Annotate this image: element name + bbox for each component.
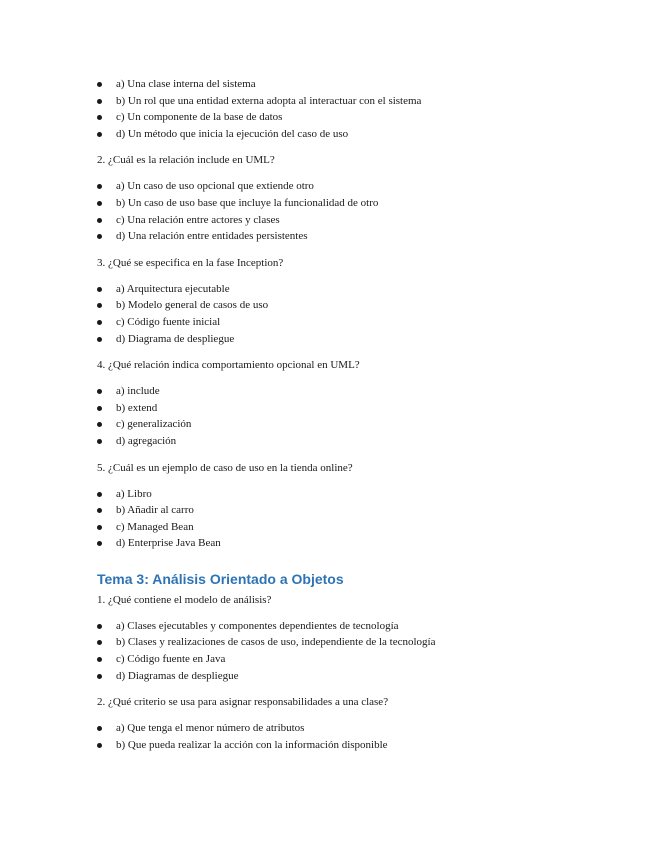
list-item xyxy=(97,281,627,298)
list-item xyxy=(97,331,627,348)
bullet-icon xyxy=(97,624,102,629)
option-list xyxy=(97,383,627,449)
bullet-icon xyxy=(97,99,102,104)
bullet-icon xyxy=(97,422,102,427)
option-text: c) Código fuente en Java xyxy=(116,653,226,666)
option-text: b) Un caso de uso base que incluye la funcionalidad de otro xyxy=(116,196,379,209)
option-text: b) Un rol que una entidad externa adopta al interactuar con el sistema xyxy=(116,94,422,107)
document-content xyxy=(97,76,627,763)
option-list xyxy=(97,281,627,347)
topic3-question-block-2 xyxy=(97,694,627,753)
bullet-icon xyxy=(97,674,102,679)
list-item xyxy=(97,126,627,143)
topic3-question-block-1 xyxy=(97,592,627,684)
question-text: 4. ¿Qué relación indica comportamiento opcional en UML? xyxy=(97,359,360,372)
list-item xyxy=(97,109,627,126)
option-text: d) Enterprise Java Bean xyxy=(116,537,221,550)
list-item xyxy=(97,486,627,503)
bullet-icon xyxy=(97,218,102,223)
question-block-3 xyxy=(97,255,627,347)
list-item xyxy=(97,535,627,552)
list-item xyxy=(97,668,627,685)
list-item xyxy=(97,737,627,754)
list-item xyxy=(97,618,627,635)
question-block-2 xyxy=(97,152,627,244)
list-item xyxy=(97,502,627,519)
list-item xyxy=(97,519,627,536)
list-item xyxy=(97,651,627,668)
list-item xyxy=(97,195,627,212)
bullet-icon xyxy=(97,337,102,342)
bullet-icon xyxy=(97,439,102,444)
bullet-icon xyxy=(97,541,102,546)
list-item xyxy=(97,400,627,417)
option-text: c) Un componente de la base de datos xyxy=(116,111,283,124)
bullet-icon xyxy=(97,132,102,137)
bullet-icon xyxy=(97,406,102,411)
bullet-icon xyxy=(97,320,102,325)
list-item xyxy=(97,314,627,331)
bullet-icon xyxy=(97,657,102,662)
question-text: 1. ¿Qué contiene el modelo de análisis? xyxy=(97,593,272,606)
option-text: c) Código fuente inicial xyxy=(116,315,221,328)
option-list xyxy=(97,76,627,142)
question-text: 3. ¿Qué se especifica en la fase Inception? xyxy=(97,256,284,269)
option-text: c) Una relación entre actores y clases xyxy=(116,213,280,226)
option-text: a) Un caso de uso opcional que extiende otro xyxy=(116,180,314,193)
question-text: 2. ¿Qué criterio se usa para asignar responsabilidades a una clase? xyxy=(97,696,389,709)
question-block-1 xyxy=(97,76,627,142)
question-text: 5. ¿Cuál es un ejemplo de caso de uso en la tienda online? xyxy=(97,461,353,474)
list-item xyxy=(97,383,627,400)
list-item xyxy=(97,297,627,314)
question-block-4 xyxy=(97,357,627,449)
question-text: 2. ¿Cuál es la relación include en UML? xyxy=(97,154,275,167)
bullet-icon xyxy=(97,743,102,748)
bullet-icon xyxy=(97,303,102,308)
list-item xyxy=(97,634,627,651)
option-text: d) agregación xyxy=(116,434,177,447)
option-list xyxy=(97,486,627,552)
option-text: c) generalización xyxy=(116,418,192,431)
list-item xyxy=(97,212,627,229)
bullet-icon xyxy=(97,726,102,731)
option-text: c) Managed Bean xyxy=(116,520,194,533)
list-item xyxy=(97,93,627,110)
bullet-icon xyxy=(97,234,102,239)
list-item xyxy=(97,178,627,195)
bullet-icon xyxy=(97,508,102,513)
option-text: b) Clases y realizaciones de casos de uso, independiente de la tecnología xyxy=(116,636,436,649)
bullet-icon xyxy=(97,82,102,87)
option-text: b) Añadir al carro xyxy=(116,504,194,517)
option-text: a) Libro xyxy=(116,487,152,500)
bullet-icon xyxy=(97,525,102,530)
option-text: b) extend xyxy=(116,401,158,414)
list-item xyxy=(97,228,627,245)
bullet-icon xyxy=(97,640,102,645)
section-heading: Tema 3: Análisis Orientado a Objetos xyxy=(97,570,344,587)
bullet-icon xyxy=(97,115,102,120)
list-item xyxy=(97,720,627,737)
option-text: a) Que tenga el menor número de atributos xyxy=(116,722,305,735)
option-text: d) Un método que inicia la ejecución del caso de uso xyxy=(116,127,349,140)
option-text: d) Diagramas de despliegue xyxy=(116,669,239,682)
option-text: a) Arquitectura ejecutable xyxy=(116,282,230,295)
option-text: a) Clases ejecutables y componentes dependientes de tecnología xyxy=(116,619,399,632)
option-list xyxy=(97,618,627,684)
option-text: b) Modelo general de casos de uso xyxy=(116,299,269,312)
option-text: d) Diagrama de despliegue xyxy=(116,332,235,345)
bullet-icon xyxy=(97,492,102,497)
option-list xyxy=(97,720,627,753)
option-text: d) Una relación entre entidades persistentes xyxy=(116,230,308,243)
list-item xyxy=(97,433,627,450)
bullet-icon xyxy=(97,389,102,394)
list-item xyxy=(97,416,627,433)
bullet-icon xyxy=(97,184,102,189)
option-text: a) include xyxy=(116,385,160,398)
option-text: b) Que pueda realizar la acción con la información disponible xyxy=(116,738,388,751)
option-list xyxy=(97,178,627,244)
option-text: a) Una clase interna del sistema xyxy=(116,78,256,90)
bullet-icon xyxy=(97,201,102,206)
list-item xyxy=(97,76,627,93)
bullet-icon xyxy=(97,287,102,292)
question-block-5 xyxy=(97,460,627,552)
